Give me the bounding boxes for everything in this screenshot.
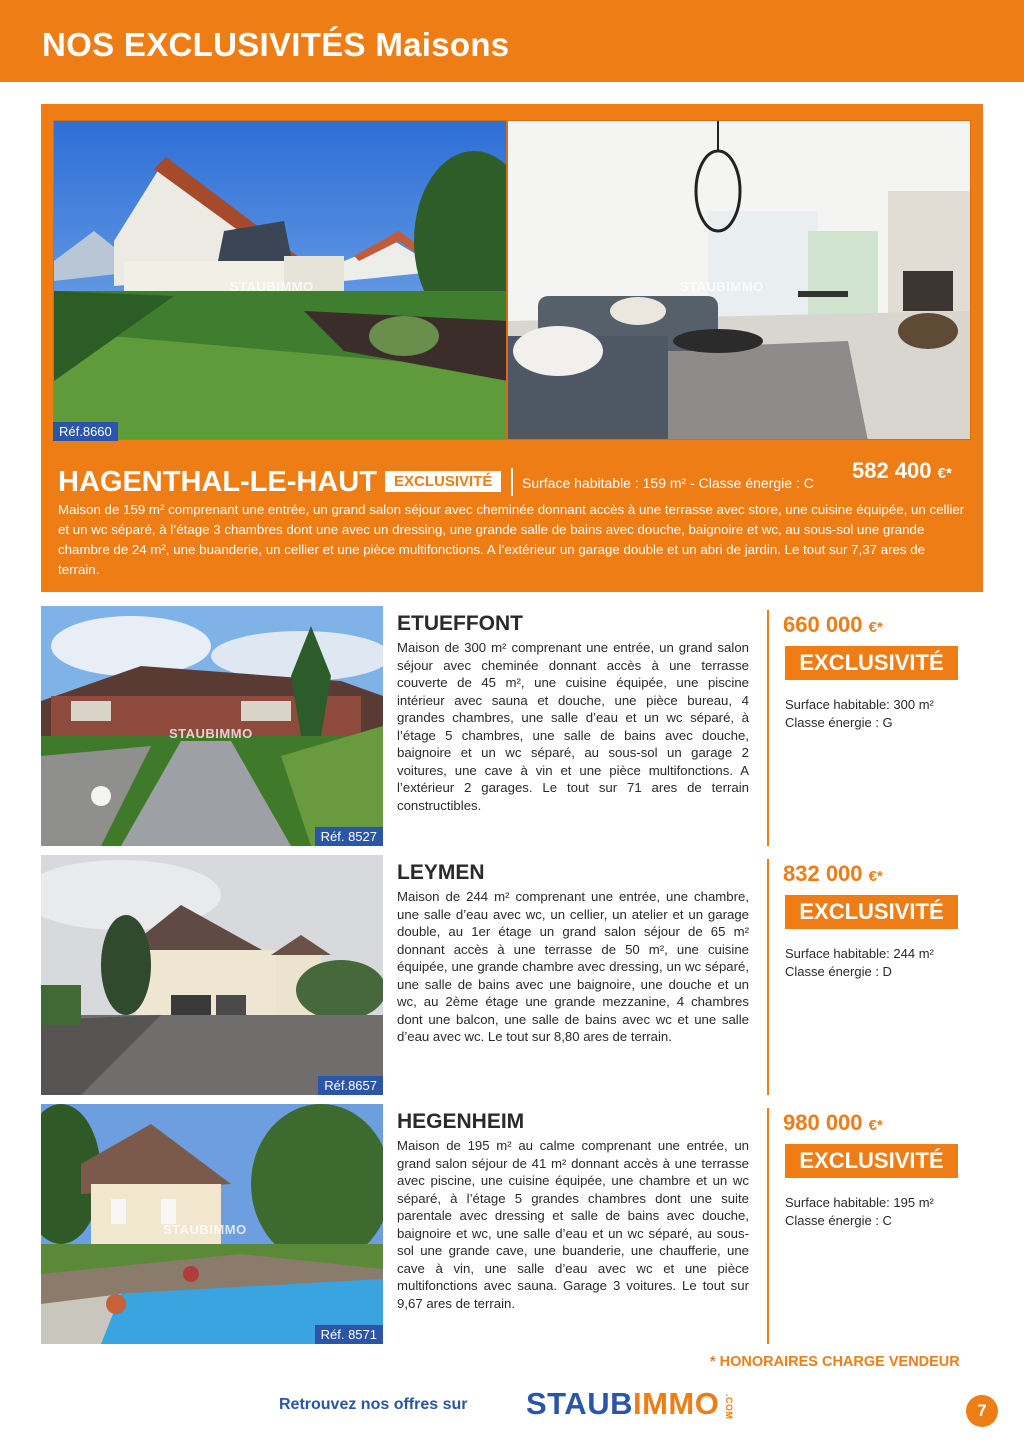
watermark: STAUBIMMO	[163, 1222, 247, 1237]
listing-price	[783, 861, 883, 887]
exclusivity-badge: EXCLUSIVITÉ	[785, 646, 958, 680]
listing-price	[783, 612, 883, 638]
watermark: STAUBIMMO	[169, 726, 253, 741]
divider	[767, 859, 769, 1095]
fees-note: * HONORAIRES CHARGE VENDEUR	[710, 1354, 960, 1370]
watermark: STAUBIMMO	[680, 279, 764, 294]
price-value: 980 000	[783, 1110, 863, 1135]
listing-description: Maison de 159 m² comprenant une entrée, un grand salon séjour avec cheminée donnant accès à une terrasse avec store, une cuisine équipée, un cellier et un wc séparé, à l’étage 3 chambres dont une avec un dressing, une grande salle de bains avec douche, baignoire et wc, au sous-sol une grande chambre de 24 m², une buanderie, un cellier et une pièce multifonctions. A l’extérieur un garage double et un abri de jardin. Le tout sur 7,37 ares de terrain.	[58, 502, 965, 577]
surface: Surface habitable: 244 m²	[785, 946, 934, 961]
featured-interior-photo[interactable]	[507, 120, 971, 440]
divider	[767, 1108, 769, 1344]
listing-card[interactable]	[41, 1104, 983, 1344]
featured-listing[interactable]	[41, 104, 983, 592]
listing-photo[interactable]	[41, 855, 383, 1095]
price-currency: €*	[868, 1117, 883, 1134]
ref-tag: Réf.8657	[318, 1076, 383, 1095]
logo-domain: .COM	[724, 1394, 734, 1420]
price-currency: €*	[868, 619, 883, 636]
surface: Surface habitable: 195 m²	[785, 1195, 934, 1210]
listing-photo[interactable]	[41, 606, 383, 846]
listing-description: Maison de 300 m² comprenant une entrée, un grand salon séjour avec cheminée donnant accès à une terrasse couverte de 45 m², une cuisine équipée, une piscine intérieur avec sauna et douche, une pièce bureau, 4 grandes chambres, une salle d’eau et un wc séparé, à l’étage 5 chambres, une salle de bains avec douche, baignoire et un wc séparé, au sous-sol un garage 2 voitures, une cave à vin et une pièce multifonctions. A l’extérieur 2 garages. Le tout sur 71 ares de terrain constructibles.	[397, 640, 749, 813]
surface: Surface habitable: 300 m²	[785, 697, 934, 712]
ref-tag: Réf. 8527	[315, 827, 383, 846]
listing-city: HAGENTHAL-LE-HAUT	[58, 466, 377, 498]
divider	[767, 610, 769, 846]
energy-class: Classe énergie : D	[785, 964, 892, 979]
staubimmo-logo[interactable]	[526, 1386, 734, 1422]
footer-text: Retrouvez nos offres sur	[279, 1396, 468, 1413]
listing-city: LEYMEN	[397, 861, 485, 884]
price-currency: €*	[937, 465, 952, 482]
listing-card[interactable]	[41, 606, 983, 846]
price-value: 660 000	[783, 612, 863, 637]
listing-price	[852, 458, 952, 484]
header-band	[0, 0, 1024, 82]
exclusivity-badge: EXCLUSIVITÉ	[785, 1144, 958, 1178]
watermark: STAUBIMMO	[230, 279, 314, 294]
ref-tag: Réf. 8571	[315, 1325, 383, 1344]
listing-card[interactable]	[41, 855, 983, 1095]
listing-city: ETUEFFONT	[397, 612, 523, 635]
divider	[511, 468, 513, 496]
surface-energy	[785, 1194, 934, 1230]
featured-exterior-photo[interactable]	[53, 120, 507, 440]
price-value: 832 000	[783, 861, 863, 886]
exclusivity-badge: EXCLUSIVITÉ	[785, 895, 958, 929]
page-title: NOS EXCLUSIVITÉS Maisons	[42, 26, 510, 63]
listing-city: HEGENHEIM	[397, 1110, 525, 1133]
price-currency: €*	[868, 868, 883, 885]
surface-energy	[785, 945, 934, 981]
surface-energy	[785, 696, 934, 732]
logo-part2: IMMO	[632, 1386, 720, 1421]
listing-photo[interactable]	[41, 1104, 383, 1344]
price-value: 582 400	[852, 458, 932, 483]
exclusivity-badge: EXCLUSIVITÉ	[385, 471, 501, 492]
listing-description: Maison de 195 m² au calme comprenant une entrée, un grand salon séjour de 41 m² donnant accès à une terrasse avec piscine, une cuisine équipée, une chambre et un wc séparé, à l’étage 5 grandes chambres dont une suite parentale avec dressing et salle de bains avec douche, baignoire et wc, une salle d’eau et un wc séparé, au sous-sol une grande cave, une buanderie, une chaufferie, une cave à vin, une salle d’eau avec wc et une pièce multifonctions avec sauna. Garage 3 voitures. Le tout sur 9,67 ares de terrain.	[397, 1138, 749, 1311]
energy-class: Classe énergie : C	[785, 1213, 892, 1228]
ref-tag: Réf.8660	[53, 422, 118, 441]
listing-description: Maison de 244 m² comprenant une entrée, une chambre, une salle d’eau avec wc, un cellier, un atelier et un garage double, au 1er étage un grand salon séjour de 65 m² donnant accès à une terrasse de 50 m², une cuisine équipée, une grande chambre avec dressing, un wc séparé, une salle de bains avec une baignoire, une douche et un wc, au 2ème étage une grande mezzanine, 4 chambres dont une balcon, une salle de bains avec wc et une salle d’eau avec wc. Le tout sur 8,80 ares de terrain.	[397, 889, 749, 1044]
listing-price	[783, 1110, 883, 1136]
page-number: 7	[966, 1395, 998, 1427]
logo-part1: STAUB	[526, 1386, 633, 1421]
surface-energy: Surface habitable : 159 m² - Classe énergie : C	[522, 475, 814, 491]
energy-class: Classe énergie : G	[785, 715, 893, 730]
